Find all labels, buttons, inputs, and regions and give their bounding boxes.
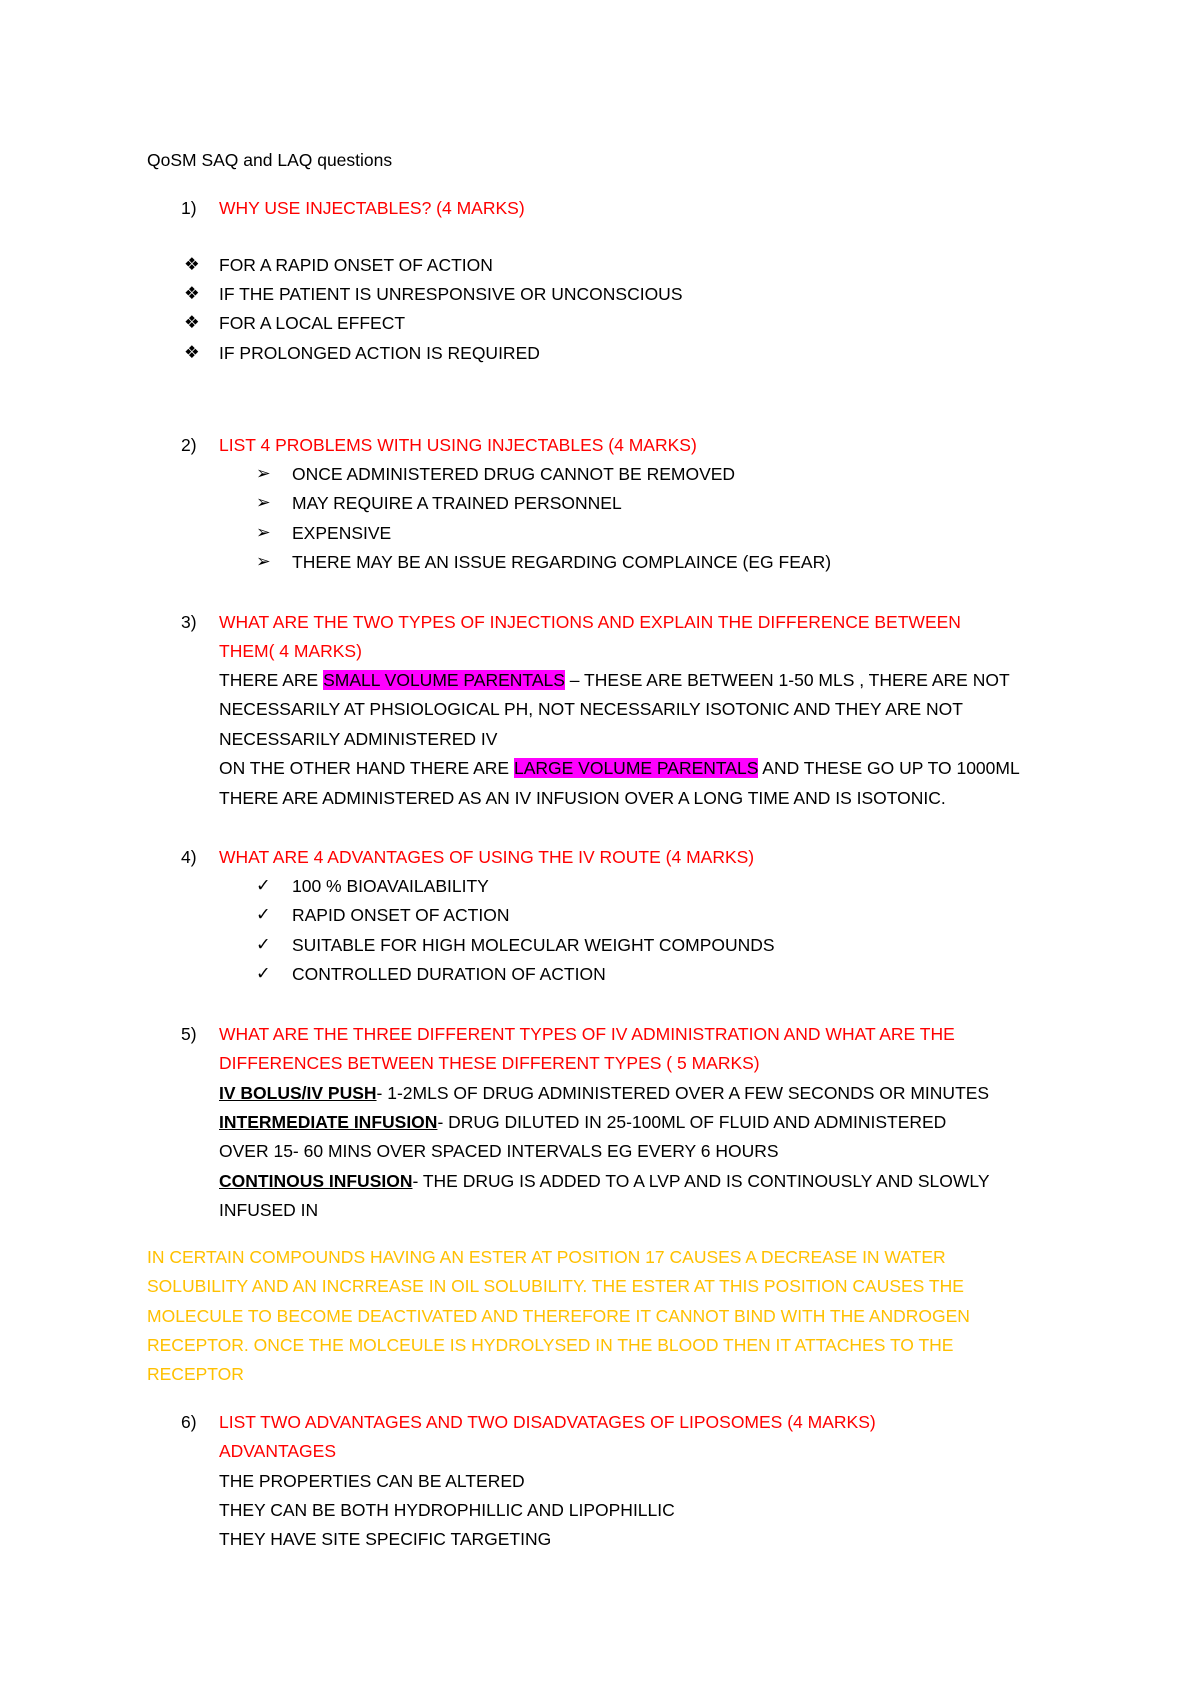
- diamond-bullet-icon: ❖: [184, 255, 200, 275]
- q6-answer: THEY HAVE SITE SPECIFIC TARGETING: [219, 1529, 552, 1549]
- diamond-bullet-icon: ❖: [184, 343, 200, 363]
- q6-answer: THEY CAN BE BOTH HYDROPHILLIC AND LIPOPHILLIC: [219, 1500, 675, 1520]
- q3-answer-line2: NECESSARILY AT PHSIOLOGICAL PH, NOT NECESSARILY ISOTONIC AND THEY ARE NOT: [219, 699, 963, 719]
- note-line: RECEPTOR: [147, 1364, 244, 1384]
- page-title: QoSM SAQ and LAQ questions: [147, 150, 393, 170]
- q6-answer: THE PROPERTIES CAN BE ALTERED: [219, 1471, 525, 1491]
- q3-answer-line4: ON THE OTHER HAND THERE ARE LARGE VOLUME PARENTALS AND THESE GO UP TO 1000ML: [219, 758, 1020, 778]
- diamond-bullet-icon: ❖: [184, 284, 200, 304]
- note-line: IN CERTAIN COMPOUNDS HAVING AN ESTER AT POSITION 17 CAUSES A DECREASE IN WATER: [147, 1247, 946, 1267]
- q4-answer: RAPID ONSET OF ACTION: [292, 905, 510, 925]
- q5-question-line1: WHAT ARE THE THREE DIFFERENT TYPES OF IV ADMINISTRATION AND WHAT ARE THE: [219, 1024, 955, 1044]
- check-bullet-icon: ✓: [256, 964, 271, 984]
- q5-intermediate-line: INTERMEDIATE INFUSION- DRUG DILUTED IN 25-100ML OF FLUID AND ADMINISTERED: [219, 1112, 947, 1132]
- check-bullet-icon: ✓: [256, 876, 271, 896]
- q1-answer: IF PROLONGED ACTION IS REQUIRED: [219, 343, 540, 363]
- check-bullet-icon: ✓: [256, 935, 271, 955]
- q1-answer: FOR A LOCAL EFFECT: [219, 313, 406, 333]
- q4-number: 4): [181, 847, 197, 867]
- q2-answer: THERE MAY BE AN ISSUE REGARDING COMPLAINCE (EG FEAR): [292, 552, 832, 572]
- arrow-bullet-icon: ➢: [256, 464, 271, 484]
- q5-bolus-line: IV BOLUS/IV PUSH- 1-2MLS OF DRUG ADMINISTERED OVER A FEW SECONDS OR MINUTES: [219, 1083, 990, 1103]
- note-line: RECEPTOR. ONCE THE MOLCEULE IS HYDROLYSED IN THE BLOOD THEN IT ATTACHES TO THE: [147, 1335, 954, 1355]
- q2-number: 2): [181, 435, 197, 455]
- term-continuous-infusion: CONTINOUS INFUSION: [219, 1171, 413, 1191]
- highlight-large-volume: LARGE VOLUME PARENTALS: [513, 758, 759, 778]
- q4-question: WHAT ARE 4 ADVANTAGES OF USING THE IV ROUTE (4 MARKS): [219, 847, 755, 867]
- term-intermediate-infusion: INTERMEDIATE INFUSION: [219, 1112, 438, 1132]
- q5-question-line2: DIFFERENCES BETWEEN THESE DIFFERENT TYPES ( 5 MARKS): [219, 1053, 760, 1073]
- q3-question-line1: WHAT ARE THE TWO TYPES OF INJECTIONS AND EXPLAIN THE DIFFERENCE BETWEEN: [219, 612, 961, 632]
- q3-answer-line1: THERE ARE SMALL VOLUME PARENTALS – THESE ARE BETWEEN 1-50 MLS , THERE ARE NOT: [219, 670, 1010, 690]
- q4-answer: CONTROLLED DURATION OF ACTION: [292, 964, 606, 984]
- arrow-bullet-icon: ➢: [256, 552, 271, 572]
- q1-number: 1): [181, 198, 197, 218]
- q6-number: 6): [181, 1412, 197, 1432]
- q4-answer: 100 % BIOAVAILABILITY: [292, 876, 489, 896]
- note-line: MOLECULE TO BECOME DEACTIVATED AND THEREFORE IT CANNOT BIND WITH THE ANDROGEN: [147, 1306, 970, 1326]
- q3-question-line2: THEM( 4 MARKS): [219, 641, 362, 661]
- q2-answer: ONCE ADMINISTERED DRUG CANNOT BE REMOVED: [292, 464, 736, 484]
- q1-answer: IF THE PATIENT IS UNRESPONSIVE OR UNCONSCIOUS: [219, 284, 683, 304]
- q5-continuous-line2: INFUSED IN: [219, 1200, 319, 1220]
- q2-answer: MAY REQUIRE A TRAINED PERSONNEL: [292, 493, 622, 513]
- q3-answer-line5: THERE ARE ADMINISTERED AS AN IV INFUSION OVER A LONG TIME AND IS ISOTONIC.: [219, 788, 946, 808]
- q5-number: 5): [181, 1024, 197, 1044]
- arrow-bullet-icon: ➢: [256, 493, 271, 513]
- q4-answer: SUITABLE FOR HIGH MOLECULAR WEIGHT COMPOUNDS: [292, 935, 775, 955]
- note-line: SOLUBILITY AND AN INCRREASE IN OIL SOLUBILITY. THE ESTER AT THIS POSITION CAUSES THE: [147, 1276, 964, 1296]
- q2-question: LIST 4 PROBLEMS WITH USING INJECTABLES (4 MARKS): [219, 435, 697, 455]
- diamond-bullet-icon: ❖: [184, 313, 200, 333]
- q6-subheading: ADVANTAGES: [219, 1441, 337, 1461]
- arrow-bullet-icon: ➢: [256, 523, 271, 543]
- check-bullet-icon: ✓: [256, 905, 271, 925]
- q2-answer: EXPENSIVE: [292, 523, 392, 543]
- q1-answer: FOR A RAPID ONSET OF ACTION: [219, 255, 493, 275]
- q1-question: WHY USE INJECTABLES? (4 MARKS): [219, 198, 525, 218]
- q3-number: 3): [181, 612, 197, 632]
- q6-question: LIST TWO ADVANTAGES AND TWO DISADVATAGES OF LIPOSOMES (4 MARKS): [219, 1412, 876, 1432]
- highlight-small-volume: SMALL VOLUME PARENTALS: [323, 670, 565, 690]
- q5-continuous-line: CONTINOUS INFUSION- THE DRUG IS ADDED TO A LVP AND IS CONTINOUSLY AND SLOWLY: [219, 1171, 990, 1191]
- q5-intermediate-line2: OVER 15- 60 MINS OVER SPACED INTERVALS EG EVERY 6 HOURS: [219, 1141, 779, 1161]
- term-iv-bolus: IV BOLUS/IV PUSH: [219, 1083, 377, 1103]
- q3-answer-line3: NECESSARILY ADMINISTERED IV: [219, 729, 498, 749]
